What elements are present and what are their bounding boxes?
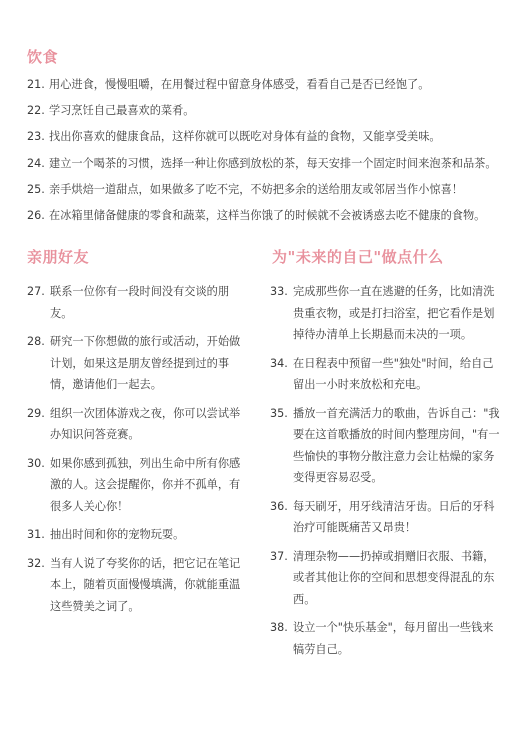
- item-number: 38.: [270, 621, 288, 634]
- list-item: [27, 281, 245, 324]
- list-item: [270, 403, 502, 489]
- list-item: [27, 153, 507, 179]
- item-text: 联系一位你有一段时间没有交谈的朋友。: [50, 285, 230, 320]
- item-number: 26.: [27, 208, 45, 222]
- item-text: 在冰箱里储备健康的零食和蔬菜，这样当你饿了的时候就不会被诱惑去吃不健康的食物。: [49, 208, 486, 222]
- item-text: 找出你喜欢的健康食品，这样你就可以既吃对身体有益的食物，又能享受美味。: [49, 130, 441, 144]
- item-text: 研究一下你想做的旅行或活动，开始做计划，如果这是朋友曾经提到过的事情，邀请他们一起去。: [50, 335, 241, 391]
- list-item: [27, 205, 507, 231]
- item-text: 播放一首充满活力的歌曲，告诉自己："我要在这首歌播放的时间内整理房间，"有一些愉快的事物分散注意力会让枯燥的家务变得更容易忍受。: [293, 406, 500, 484]
- item-text: 用心进食，慢慢咀嚼，在用餐过程中留意身体感受，看看自己是否已经饱了。: [49, 78, 430, 91]
- list-item: [27, 403, 245, 446]
- item-number: 37.: [270, 549, 288, 563]
- section-heading-food: 饮食: [27, 48, 59, 66]
- section-heading-friends: 亲朋好友: [27, 248, 90, 266]
- list-item: [27, 331, 245, 396]
- item-number: 24.: [27, 156, 45, 170]
- section-heading-future-self: 为"未来的自己"做点什么: [272, 248, 444, 266]
- list-item: [27, 100, 507, 126]
- item-number: 25.: [27, 182, 45, 196]
- list-item: [27, 126, 507, 152]
- item-number: 32.: [27, 556, 45, 570]
- item-number: 36.: [270, 499, 288, 513]
- item-number: 21.: [27, 78, 45, 91]
- item-text: 完成那些你一直在逃避的任务，比如清洗贵重衣物，或是打扫浴室，把它看作是划掉待办清单上长期悬而未决的一项。: [293, 285, 495, 341]
- item-text: 如果你感到孤独，列出生命中所有你感激的人。这会提醒你，你并不孤单，有很多人关心你！: [50, 456, 241, 513]
- list-item: [27, 179, 507, 205]
- item-number: 33.: [270, 285, 288, 298]
- item-number: 23.: [27, 130, 45, 144]
- item-number: 34.: [270, 356, 288, 370]
- item-text: 设立一个"快乐基金"，每月留出一些钱来犒劳自己。: [293, 621, 494, 656]
- list-item: [27, 553, 245, 618]
- item-number: 31.: [27, 528, 45, 541]
- list-item: [27, 453, 245, 518]
- item-number: 27.: [27, 285, 45, 298]
- friends-list: [27, 281, 245, 624]
- item-text: 每天刷牙，用牙线清洁牙齿。日后的牙科治疗可能既痛苦又昂贵！: [293, 499, 495, 534]
- item-text: 当有人说了夸奖你的话，把它记在笔记本上，随着页面慢慢填满，你就能重温这些赞美之词了。: [50, 556, 241, 613]
- item-text: 清理杂物——扔掉或捐赠旧衣服、书籍，或者其他让你的空间和思想变得混乱的东西。: [293, 549, 495, 606]
- item-text: 组织一次团体游戏之夜，你可以尝试举办知识问答竞赛。: [50, 406, 241, 441]
- list-item: [27, 524, 245, 546]
- item-text: 在日程表中预留一些"独处"时间，给自己留出一小时来放松和充电。: [293, 356, 494, 391]
- food-list: [27, 74, 507, 231]
- list-item: [270, 546, 502, 611]
- item-text: 建立一个喝茶的习惯，选择一种让你感到放松的茶，每天安排一个固定时间来泡茶和品茶。: [49, 156, 497, 170]
- future-self-list: [270, 281, 502, 667]
- list-item: [270, 617, 502, 660]
- item-text: 亲手烘焙一道甜点，如果做多了吃不完，不妨把多余的送给朋友或邻居当作小惊喜！: [49, 182, 463, 196]
- item-number: 29.: [27, 406, 45, 420]
- list-item: [270, 496, 502, 539]
- list-item: [270, 281, 502, 346]
- item-number: 30.: [27, 456, 45, 470]
- list-item: [27, 74, 507, 100]
- list-item: [270, 353, 502, 396]
- item-text: 抽出时间和你的宠物玩耍。: [50, 528, 185, 541]
- item-number: 22.: [27, 104, 45, 118]
- item-number: 28.: [27, 335, 45, 348]
- item-text: 学习烹饪自己最喜欢的菜肴。: [49, 104, 195, 118]
- item-number: 35.: [270, 406, 288, 420]
